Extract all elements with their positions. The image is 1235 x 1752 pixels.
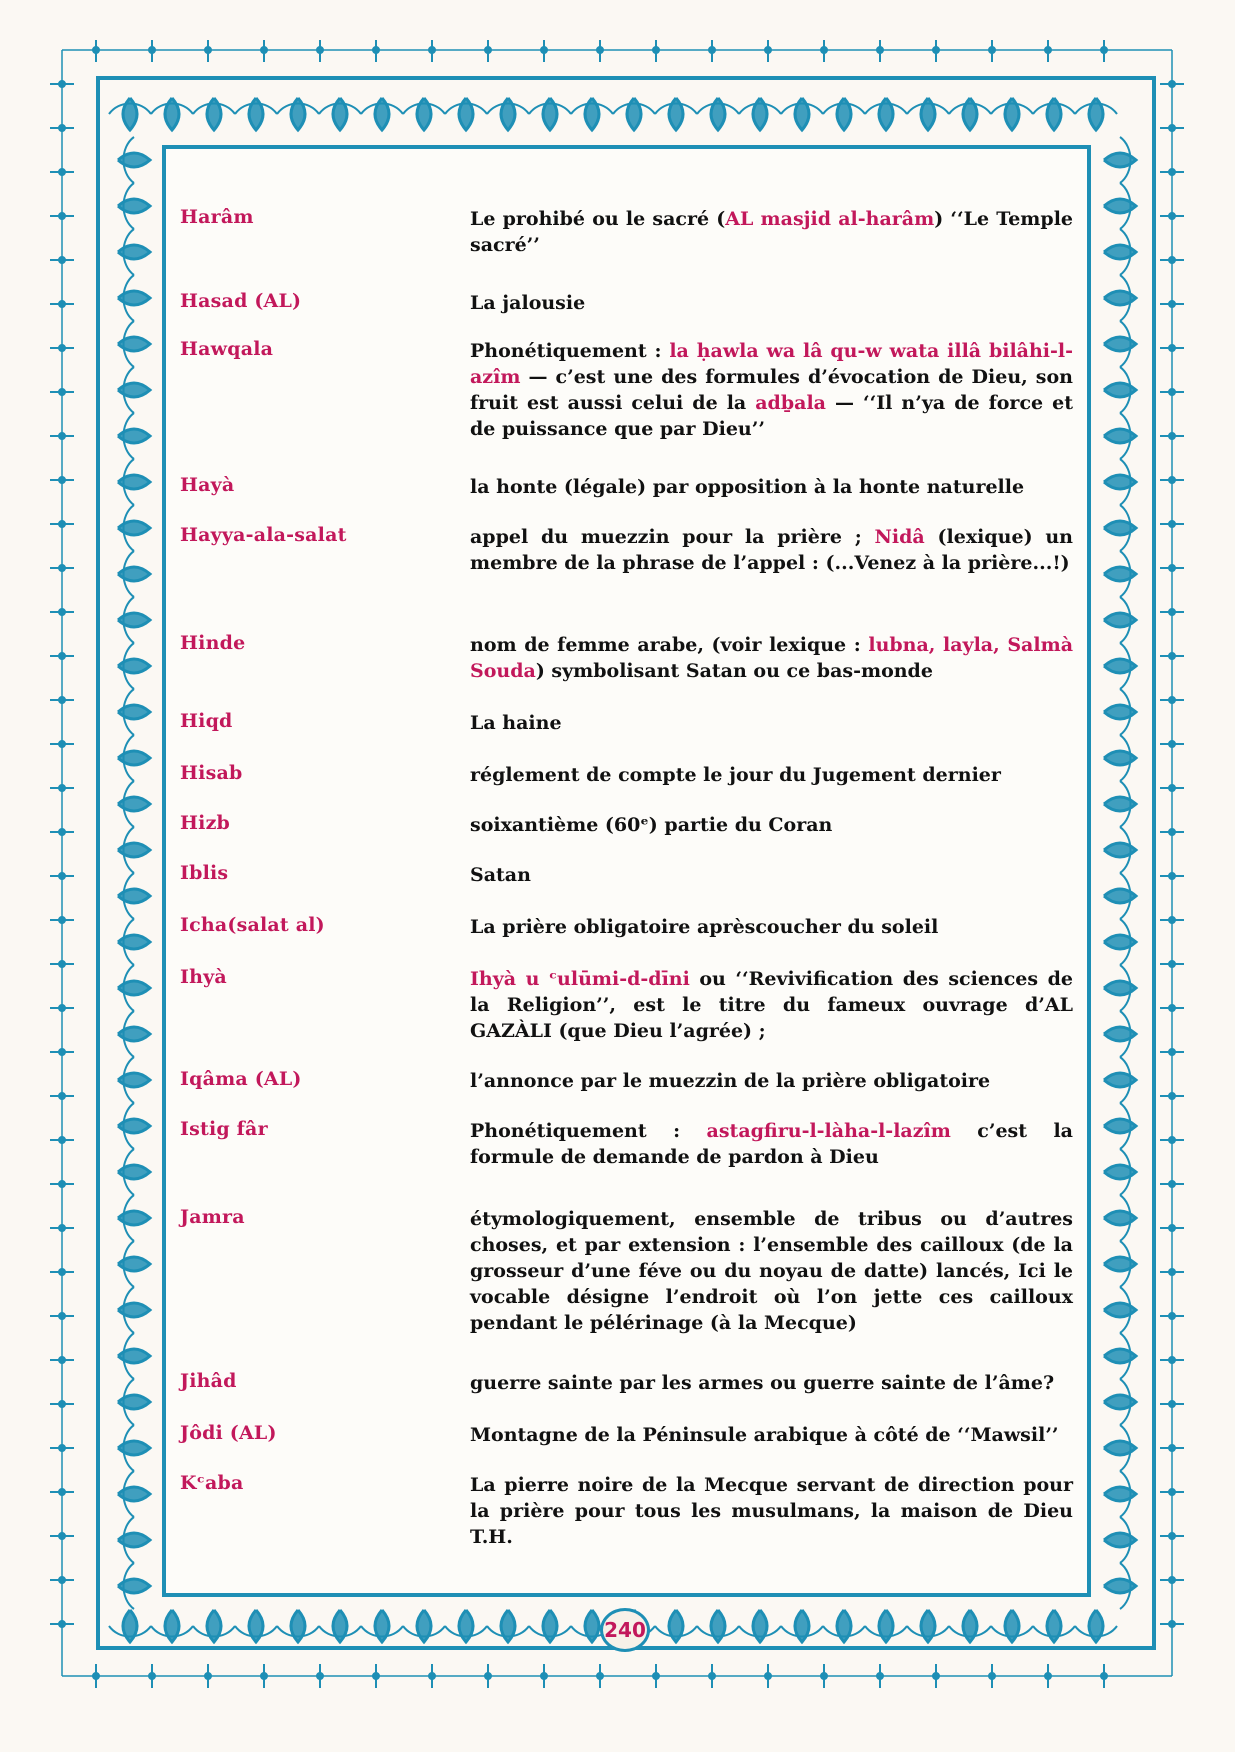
definition-text: étymologiquement, ensemble de tribus ou d’autres choses, et par extension : l’ensemble des cailloux (de la grosseur d’une féve ou du noyau de datte) lancés, Ici le vocable désigne l’endroit où l’on jette ces cailloux pendant le pélérinage (à la Mecque) [470, 1208, 1073, 1334]
definition-text: Phonétiquement : [470, 1120, 707, 1142]
definition-highlight: lubna, layla, Salmà Souda [470, 634, 1073, 682]
glossary-term: Jôdi (AL) [180, 1422, 277, 1444]
glossary-definition [470, 1370, 1073, 1396]
definition-text: appel du muezzin pour la prière ; [470, 526, 875, 548]
definition-text: La pierre noire de la Mecque servant de direction pour la prière pour tous les musulmans, la maison de Dieu T.H. [470, 1474, 1073, 1548]
definition-text: c’est la formule de demande de pardon à Dieu [470, 1120, 1073, 1168]
definition-text: ) symbolisant Satan ou ce bas-monde [535, 660, 933, 682]
glossary-term: Jamra [180, 1206, 245, 1228]
definition-text: nom de femme arabe, (voir lexique : [470, 634, 869, 656]
glossary-term: Kᶜaba [180, 1472, 244, 1494]
glossary-term: Iqâma (AL) [180, 1068, 302, 1090]
page-number: 240 [600, 1608, 650, 1652]
definition-highlight: Nidâ [874, 526, 925, 548]
definition-highlight: Ihyà u ᶜulūmi-d-dīni [470, 968, 690, 990]
glossary-term: Hasad (AL) [180, 290, 302, 312]
glossary-definition [470, 1422, 1073, 1448]
definition-text: La prière obligatoire aprèscoucher du soleil [470, 916, 939, 938]
definition-text: ) ‘‘Le Temple sacré’’ [470, 208, 1073, 256]
definition-highlight: la ḥawla wa lâ qu-w wata illâ bilâhi-l-azîm [470, 340, 1073, 388]
glossary-term: Hawqala [180, 338, 274, 360]
definition-highlight: adḇala [755, 392, 826, 414]
glossary-definition [470, 474, 1073, 500]
glossary-definition [470, 632, 1073, 684]
definition-highlight: AL masjid al-harâm [725, 208, 935, 230]
definition-text: Le prohibé ou le sacré ( [470, 208, 726, 230]
definition-text: La jalousie [470, 292, 586, 314]
glossary-definition [470, 290, 1073, 316]
definition-text: réglement de compte le jour du Jugement dernier [470, 764, 1001, 786]
definition-text: La haine [470, 712, 562, 734]
definition-text: — ‘‘Il n’ya de force et de puissance que par Dieu’’ [470, 392, 1073, 440]
definition-text: soixantième (60ᵉ) partie du Coran [470, 814, 833, 836]
glossary-definition [470, 812, 1073, 838]
glossary-term: Hayya-ala-salat [180, 524, 347, 546]
glossary-definition [470, 1118, 1073, 1170]
glossary-definition [470, 524, 1073, 576]
definition-text: guerre sainte par les armes ou guerre sainte de l’âme? [470, 1372, 1055, 1394]
glossary-term: Istig fâr [180, 1118, 268, 1140]
glossary-term: Icha(salat al) [180, 914, 325, 936]
glossary-term: Harâm [180, 206, 254, 228]
glossary-definition [470, 1472, 1073, 1550]
definition-text: — c’est une des formules d’évocation de Dieu, son fruit est aussi celui de la [470, 366, 1073, 414]
glossary-definition [470, 862, 1073, 888]
glossary-term: Hinde [180, 632, 246, 654]
definition-text: (lexique) un membre de la phrase de l’appel : (...Venez à la prière...!) [470, 526, 1073, 574]
definition-text: Phonétiquement : [470, 340, 670, 362]
definition-text: l’annonce par le muezzin de la prière obligatoire [470, 1070, 991, 1092]
definition-text: la honte (légale) par opposition à la honte naturelle [470, 476, 1025, 498]
glossary-definition [470, 710, 1073, 736]
definition-text: ou ‘‘Revivification des sciences de la Religion’’, est le titre du fameux ouvrage d’AL GAZÀLI (que Dieu l’agrée) ; [470, 968, 1073, 1042]
glossary-definition [470, 1068, 1073, 1094]
glossary-definition [470, 914, 1073, 940]
glossary-definition [470, 966, 1073, 1044]
definition-text: Satan [470, 864, 531, 886]
glossary-definition [470, 338, 1073, 442]
glossary-definition [470, 1206, 1073, 1336]
definition-text: Montagne de la Péninsule arabique à côté de ‘‘Mawsil’’ [470, 1424, 1059, 1446]
glossary-term: Hizb [180, 812, 231, 834]
glossary-term: Jihâd [180, 1370, 237, 1392]
glossary-definition [470, 206, 1073, 258]
glossary-term: Hisab [180, 762, 243, 784]
glossary-term: Ihyà [180, 966, 227, 988]
glossary-term: Hayà [180, 474, 235, 496]
glossary-term: Iblis [180, 862, 229, 884]
glossary-term: Hiqd [180, 710, 233, 732]
glossary-definition [470, 762, 1073, 788]
definition-highlight: astagfiru-l-làha-l-lazîm [706, 1120, 951, 1142]
